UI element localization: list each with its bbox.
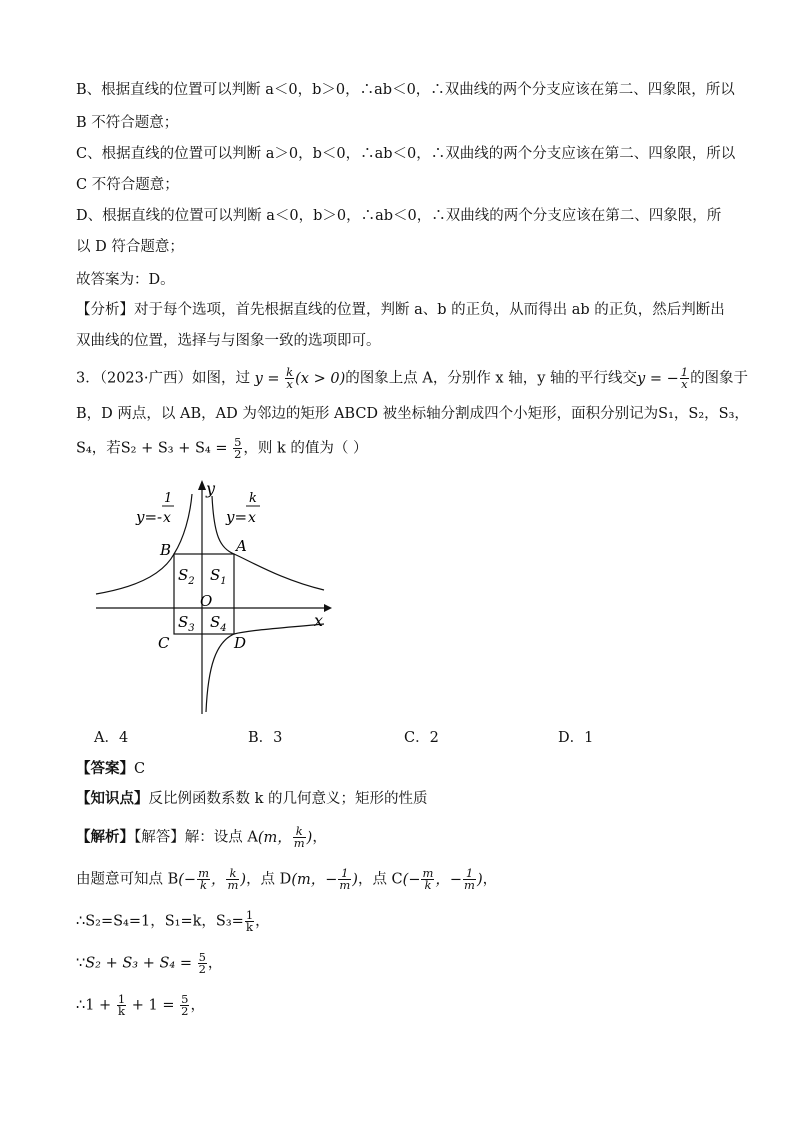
text-line: C、根据直线的位置可以判断 a＞0，b＜0，∴ab＜0，∴双曲线的两个分支应该在第二、四象限，所以 <box>76 146 736 162</box>
hyperbola-figure <box>92 476 332 718</box>
point-B: B <box>160 541 172 559</box>
svg-text:1: 1 <box>164 491 173 506</box>
solution-line-3: ∴S₂=S₄=1，S₁=k，S₃= $\frac{1}{k}$ ， <box>76 908 270 934</box>
text-line: 故答案为：D。 <box>76 272 175 288</box>
point-C: C <box>158 634 170 652</box>
svg-text:x: x <box>248 510 256 526</box>
solution-line-4: ∵S₂ + S₃ + S₄ = $\frac{5}{2}$ ， <box>76 950 223 976</box>
analysis-line: 双曲线的位置，选择与与图象一致的选项即可。 <box>76 333 381 349</box>
option-a: A．4 <box>94 730 129 746</box>
question-line-1 <box>76 367 748 390</box>
point-D: D <box>234 634 247 652</box>
option-d: D．1 <box>558 730 594 746</box>
area-S2: $S_2$ <box>178 566 195 587</box>
option-c: C．2 <box>404 730 439 746</box>
label-y-right: y= <box>226 508 248 526</box>
question-text: 3．（2023·广西）如图，过 <box>76 370 250 387</box>
text-line: 以 D 符合题意； <box>76 239 184 255</box>
solution-line-1: 【解析】【解答】解：设点 A(m， $\frac{k}{m}$ )， <box>76 824 327 850</box>
question-text: 的图象上点 A，分别作 x 轴，y 轴的平行线交 <box>345 370 638 387</box>
area-S4: $S_4$ <box>210 613 227 634</box>
text-line: C 不符合题意； <box>76 177 179 193</box>
solution-line-2: 由题意可知点 B(− $\frac{m}{k}$ ， $\frac{k}{m}$ )，点 D(m，− $\frac{1}{m}$ )，点 C(− $\frac{m}{k}$ ，− $\frac{1}{m}$ )， <box>76 866 498 892</box>
formula: y = $\frac{k}{x}$ (x > 0) <box>254 365 346 391</box>
svg-text:k: k <box>249 491 257 506</box>
area-S3: $S_3$ <box>178 613 195 634</box>
answer-line: 【答案】C <box>76 760 146 777</box>
curve-neg-1-over-x-q4 <box>206 624 324 712</box>
area-S1: $S_1$ <box>210 566 227 587</box>
text-line: B、根据直线的位置可以判断 a＜0，b＞0，∴ab＜0，∴双曲线的两个分支应该在第二、四象限，所以 <box>76 82 735 98</box>
label-y-left: y=- <box>136 508 163 526</box>
question-line-3: S₄，若S₂ + S₃ + S₄ = $\frac{5}{2}$ ，则 k 的值为（ ） <box>76 435 368 461</box>
svg-text:x: x <box>163 510 171 526</box>
x-axis-arrow <box>324 604 332 612</box>
analysis-line: 【分析】对于每个选项，首先根据直线的位置，判断 a、b 的正负，从而得出 ab 的正负，然后判断出 <box>76 302 725 318</box>
formula: y = − $\frac{1}{x}$ <box>637 365 689 391</box>
question-text: 的图象于 <box>690 370 749 387</box>
text-line: D、根据直线的位置可以判断 a＜0，b＞0，∴ab＜0，∴双曲线的两个分支应该在第二、四象限，所 <box>76 208 722 224</box>
option-b: B．3 <box>248 730 283 746</box>
solution-line-5: ∴1 + $\frac{1}{k}$ + 1 = $\frac{5}{2}$ ， <box>76 992 205 1018</box>
point-A: A <box>236 537 247 555</box>
question-line-2: B，D 两点，以 AB，AD 为邻边的矩形 ABCD 被坐标轴分割成四个小矩形，面积分别记为S₁，S₂，S₃， <box>76 406 749 422</box>
point-O: O <box>200 592 213 610</box>
axis-label-y: y <box>206 479 216 498</box>
knowledge-line: 【知识点】反比例函数系数 k 的几何意义；矩形的性质 <box>76 790 428 807</box>
axis-label-x: x <box>314 611 324 630</box>
y-axis-arrow <box>198 480 206 490</box>
text-line: B 不符合题意； <box>76 115 179 131</box>
